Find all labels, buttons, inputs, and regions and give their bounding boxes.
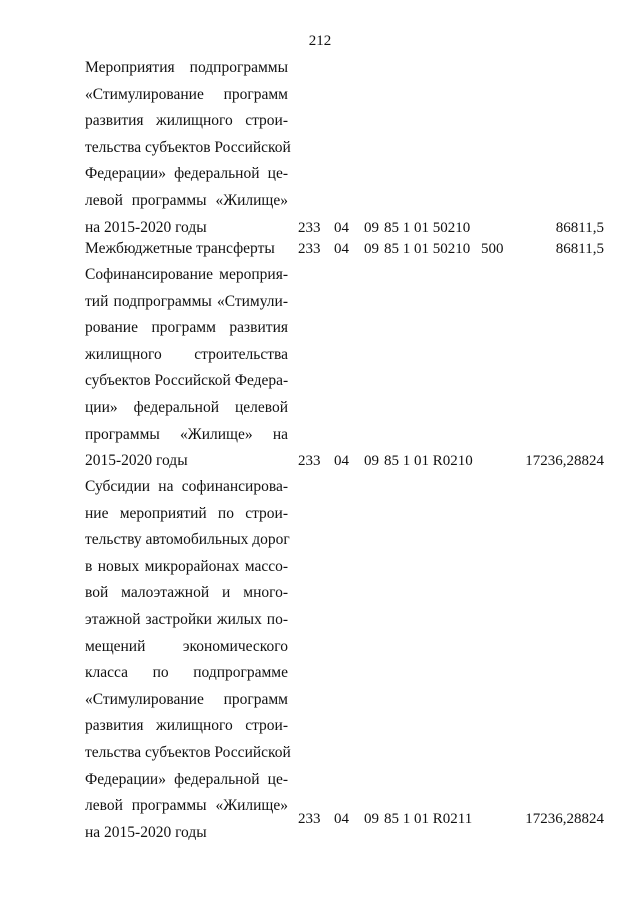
description-line: на 2015-2020 годы (85, 218, 207, 236)
row-description (85, 236, 288, 263)
ministry-code: 233 (298, 241, 321, 257)
description-line: класса по подпрограмме (85, 664, 288, 682)
target-article-code: 85 1 01 R0210 (384, 453, 473, 470)
target-article-code: 85 1 01 50210 (384, 219, 471, 236)
amount-value: 86811,5 (555, 219, 604, 236)
description-line: развития жилищного строи- (85, 112, 288, 130)
ministry-code: 233 (298, 219, 321, 236)
description-line: вой малоэтажной и много- (85, 584, 288, 602)
section-code: 04 (334, 241, 349, 257)
row-description (85, 55, 291, 241)
description-line: мещений экономического (85, 637, 288, 655)
description-line: ние мероприятий по строи- (85, 504, 288, 522)
row-description (85, 474, 291, 846)
target-article-code: 85 1 01 50210 (384, 241, 471, 257)
description-line: на 2015-2020 годы (85, 823, 207, 841)
subsection-code: 09 (364, 219, 379, 236)
page-number: 212 (308, 33, 332, 49)
row-description (85, 262, 288, 475)
expense-type-code: 500 (481, 241, 504, 257)
subsection-code: 09 (364, 811, 379, 827)
description-line: Федерации» федеральной це- (85, 165, 288, 183)
description-line: этажной застройки жилых по- (85, 610, 288, 628)
description-line: в новых микрорайонах массо- (85, 557, 288, 575)
description-line: тельству автомобильных дорог (85, 531, 290, 549)
description-line: тий подпрограммы «Стимули- (85, 292, 288, 310)
description-line: Софинансирование мероприя- (85, 266, 288, 283)
description-line: «Стимулирование программ (85, 85, 288, 103)
description-line: Мероприятия подпрограммы (85, 59, 288, 76)
description-line: левой программы «Жилище» (85, 797, 288, 815)
target-article-code: 85 1 01 R0211 (384, 811, 473, 827)
ministry-code: 233 (298, 811, 321, 827)
section-code: 04 (334, 453, 349, 470)
description-line: «Стимулирование программ (85, 690, 288, 708)
subsection-code: 09 (364, 241, 379, 257)
description-line: рование программ развития (85, 319, 288, 337)
description-line: тельства субъектов Российской (85, 138, 291, 156)
description-line: тельства субъектов Российской (85, 743, 291, 761)
description-line: субъектов Российской Федера- (85, 372, 289, 390)
description-line: ции» федеральной целевой (85, 398, 288, 416)
description-line: Федерации» федеральной це- (85, 770, 288, 788)
section-code: 04 (334, 811, 349, 827)
ministry-code: 233 (298, 453, 321, 470)
description-line: программы «Жилище» на (85, 425, 288, 443)
amount-value: 17236,28824 (525, 811, 604, 827)
description-line: 2015-2020 годы (85, 452, 188, 470)
description-line: развития жилищного строи- (85, 717, 288, 735)
description-line: левой программы «Жилище» (85, 191, 288, 209)
description-line: Межбюджетные трансферты (85, 240, 275, 257)
amount-value: 17236,28824 (525, 453, 604, 470)
description-line: жилищного строительства (85, 345, 288, 363)
section-code: 04 (334, 219, 349, 236)
amount-value: 86811,5 (555, 241, 604, 257)
subsection-code: 09 (364, 453, 379, 470)
description-line: Субсидии на софинансирова- (85, 478, 288, 495)
